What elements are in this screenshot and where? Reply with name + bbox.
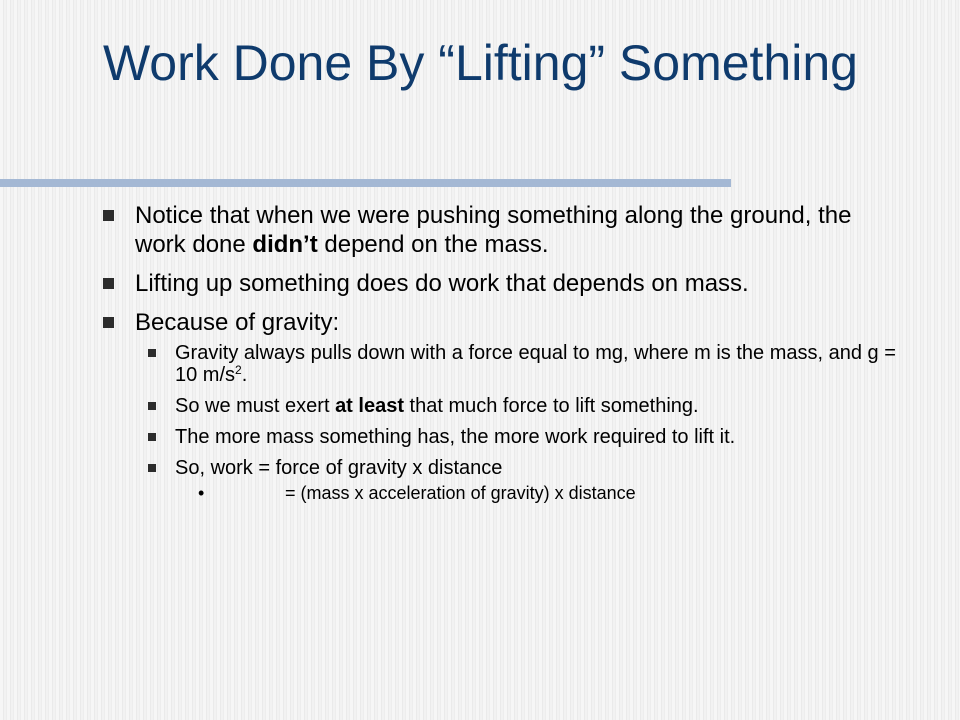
bullet-1-text-end: depend on the mass. bbox=[317, 231, 549, 258]
title-underline bbox=[0, 179, 731, 187]
bullet-because-of-gravity bbox=[103, 308, 903, 337]
sub-bullet-2-text-start: So we must exert bbox=[175, 395, 336, 417]
bullet-1-emphasis: didn’t bbox=[252, 231, 318, 258]
bullet-3-text: Because of gravity: bbox=[135, 309, 340, 336]
sub-bullet-1-period: . bbox=[241, 364, 248, 386]
sub-bullet-exert-force bbox=[103, 395, 903, 417]
superscript-squared: 2 bbox=[235, 363, 242, 377]
sub-sub-bullet-formula-expansion bbox=[103, 483, 903, 503]
sub-bullet-gravity-force bbox=[103, 342, 903, 386]
sub-bullet-1-text: Gravity always pulls down with a force equal to mg, where m is the mass, and g = 10 m/s bbox=[175, 342, 896, 386]
sub-bullet-more-mass bbox=[103, 426, 903, 448]
sub-bullet-work-formula bbox=[103, 457, 903, 479]
sub-bullet-2-text-end: that much force to lift something. bbox=[404, 395, 699, 417]
bullet-1-text-start: Notice that when we were pushing something along the ground, the work done bbox=[135, 202, 852, 258]
bullet-lifting-depends-mass bbox=[103, 269, 903, 298]
sub-bullet-4-text: So, work = force of gravity x distance bbox=[175, 457, 503, 479]
sub-bullet-3-text: The more mass something has, the more work required to lift it. bbox=[175, 426, 736, 448]
slide-content bbox=[103, 201, 903, 503]
sub-bullet-2-emphasis: at least bbox=[335, 395, 404, 417]
formula-expansion-text: = (mass x acceleration of gravity) x distance bbox=[285, 483, 636, 503]
bullet-2-text: Lifting up something does do work that depends on mass. bbox=[135, 270, 749, 297]
dot-bullet: • bbox=[198, 483, 205, 503]
bullet-mass-independence bbox=[103, 201, 903, 259]
slide-title: Work Done By “Lifting” Something bbox=[103, 35, 858, 91]
